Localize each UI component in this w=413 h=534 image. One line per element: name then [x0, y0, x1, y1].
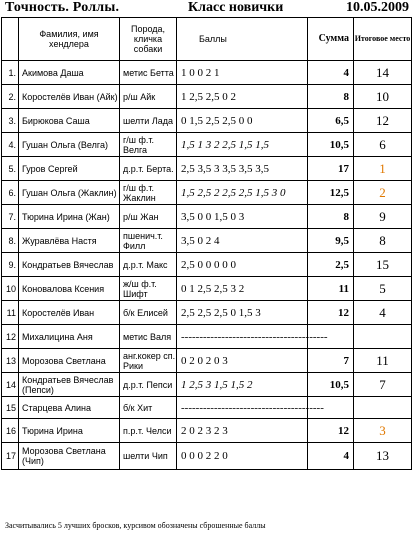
dog-breed-name: г/ш ф.т. Жаклин [120, 181, 177, 205]
dog-breed-name: пшенич.т. Филл [120, 229, 177, 253]
handler-name: Бирюкова Саша [19, 109, 120, 133]
handler-name: Коростелёв Иван [19, 301, 120, 325]
sum-cell: 17 [308, 157, 354, 181]
scores-cell: 2,5 2,5 2,5 0 1,5 3 [177, 301, 308, 325]
dog-breed-name: ж/ш ф.т. Шифт [120, 277, 177, 301]
scores-cell: 1 2,5 3 1,5 1,5 2 [177, 373, 308, 397]
table-row [2, 397, 412, 419]
sum-cell: 12 [308, 301, 354, 325]
scores-cell: 2,5 3,5 3 3,5 3,5 3,5 [177, 157, 308, 181]
place-cell: 5 [354, 277, 412, 301]
scores-cell: --------------------------------------- [177, 397, 308, 419]
sheet-title: Точность. Роллы. [5, 0, 120, 15]
sum-cell: 12,5 [308, 181, 354, 205]
dog-breed-name: г/ш ф.т. Велга [120, 133, 177, 157]
table-row [2, 109, 412, 133]
table-row [2, 325, 412, 349]
handler-name: Морозова Светлана [19, 349, 120, 373]
row-number: 16 [2, 419, 19, 443]
table-row [2, 229, 412, 253]
sum-cell: 6,5 [308, 109, 354, 133]
col-sum-header: Сумма [308, 18, 354, 61]
place-cell: 3 [354, 419, 412, 443]
row-number: 15 [2, 397, 19, 419]
table-row [2, 443, 412, 470]
scores-cell: 2,5 0 0 0 0 0 [177, 253, 308, 277]
place-cell: 10 [354, 85, 412, 109]
place-cell: 12 [354, 109, 412, 133]
table-row [2, 253, 412, 277]
handler-name: Тюрина Ирина [19, 419, 120, 443]
scores-cell: ---------------------------------------- [177, 325, 308, 349]
sheet-date: 10.05.2009 [346, 0, 409, 15]
row-number: 11 [2, 301, 19, 325]
row-number: 1. [2, 61, 19, 85]
table-row [2, 373, 412, 397]
dog-breed-name: б/к Елисей [120, 301, 177, 325]
place-cell: 4 [354, 301, 412, 325]
table-row [2, 181, 412, 205]
handler-name: Гушан Ольга (Жаклин) [19, 181, 120, 205]
sum-cell: 7 [308, 349, 354, 373]
dog-breed-name: д.р.т. Макс [120, 253, 177, 277]
dog-breed-name: шелти Лада [120, 109, 177, 133]
handler-name: Гуров Сергей [19, 157, 120, 181]
place-cell: 6 [354, 133, 412, 157]
handler-name: Тюрина Ирина (Жан) [19, 205, 120, 229]
scores-cell: 1,5 1 3 2 2,5 1,5 1,5 [177, 133, 308, 157]
place-cell [354, 325, 412, 349]
dog-breed-name: метис Бетта [120, 61, 177, 85]
row-number: 6. [2, 181, 19, 205]
sum-cell: 10,5 [308, 373, 354, 397]
row-number: 3. [2, 109, 19, 133]
footer-note: Засчитывались 5 лучших бросков, курсивом обозначены сброшенные баллы [5, 521, 266, 530]
row-number: 4. [2, 133, 19, 157]
dog-breed-name: д.р.т. Пепси [120, 373, 177, 397]
place-cell: 7 [354, 373, 412, 397]
sum-cell: 11 [308, 277, 354, 301]
scores-cell: 0 1,5 2,5 2,5 0 0 [177, 109, 308, 133]
sum-cell: 10,5 [308, 133, 354, 157]
sum-cell: 2,5 [308, 253, 354, 277]
sum-cell: 8 [308, 205, 354, 229]
scores-cell: 0 2 0 2 0 3 [177, 349, 308, 373]
scores-cell: 1,5 2,5 2 2,5 2,5 1,5 3 0 [177, 181, 308, 205]
table-row [2, 61, 412, 85]
dog-breed-name: б/к Хит [120, 397, 177, 419]
place-cell: 11 [354, 349, 412, 373]
place-cell: 2 [354, 181, 412, 205]
scores-cell: 2 0 2 3 2 3 [177, 419, 308, 443]
scores-cell: 3,5 0 2 4 [177, 229, 308, 253]
handler-name: Михалицина Аня [19, 325, 120, 349]
place-cell: 1 [354, 157, 412, 181]
place-cell: 13 [354, 443, 412, 470]
dog-breed-name: р/ш Жан [120, 205, 177, 229]
table-header-row [2, 18, 412, 61]
results-table [1, 17, 412, 470]
table-row [2, 419, 412, 443]
handler-name: Морозова Светлана (Чип) [19, 443, 120, 470]
table-row [2, 157, 412, 181]
place-cell: 15 [354, 253, 412, 277]
handler-name: Кондратьев Вячеслав (Пепси) [19, 373, 120, 397]
table-row [2, 133, 412, 157]
scores-cell: 1 2,5 2,5 0 2 [177, 85, 308, 109]
sum-cell: 8 [308, 85, 354, 109]
handler-name: Гушан Ольга (Велга) [19, 133, 120, 157]
col-place-header: Итоговое место [354, 18, 412, 61]
scores-cell: 3,5 0 0 1,5 0 3 [177, 205, 308, 229]
handler-name: Коновалова Ксения [19, 277, 120, 301]
handler-name: Кондратьев Вячеслав [19, 253, 120, 277]
place-cell: 14 [354, 61, 412, 85]
dog-breed-name: анг.кокер сп. Рики [120, 349, 177, 373]
sum-cell: 9,5 [308, 229, 354, 253]
dog-breed-name: р/ш Айк [120, 85, 177, 109]
row-number: 2. [2, 85, 19, 109]
sum-cell: 12 [308, 419, 354, 443]
sheet-header [0, 0, 413, 17]
col-dog-header: Порода, кличка собаки [120, 18, 177, 61]
dog-breed-name: метис Валя [120, 325, 177, 349]
table-row [2, 301, 412, 325]
table-row [2, 277, 412, 301]
dog-breed-name: д.р.т. Берта. [120, 157, 177, 181]
handler-name: Коростелёв Иван (Айк) [19, 85, 120, 109]
scores-cell: 0 1 2,5 2,5 3 2 [177, 277, 308, 301]
handler-name: Акимова Даша [19, 61, 120, 85]
row-number: 9. [2, 253, 19, 277]
row-number: 13 [2, 349, 19, 373]
dog-breed-name: шелти Чип [120, 443, 177, 470]
handler-name: Старцева Алина [19, 397, 120, 419]
col-name-header: Фамилия, имя хендлера [19, 18, 120, 61]
row-number: 12 [2, 325, 19, 349]
col-num-header [2, 18, 19, 61]
table-row [2, 85, 412, 109]
table-row [2, 205, 412, 229]
sum-cell: 4 [308, 443, 354, 470]
row-number: 7. [2, 205, 19, 229]
row-number: 8. [2, 229, 19, 253]
handler-name: Журавлёва Настя [19, 229, 120, 253]
place-cell [354, 397, 412, 419]
row-number: 5. [2, 157, 19, 181]
place-cell: 9 [354, 205, 412, 229]
col-scores-header: Баллы [177, 18, 308, 61]
class-name: Класс новички [188, 0, 284, 15]
dog-breed-name: п.р.т. Челси [120, 419, 177, 443]
row-number: 10 [2, 277, 19, 301]
place-cell: 8 [354, 229, 412, 253]
scores-cell: 0 0 0 2 2 0 [177, 443, 308, 470]
scores-cell: 1 0 0 2 1 [177, 61, 308, 85]
sum-cell: 4 [308, 61, 354, 85]
row-number: 17 [2, 443, 19, 470]
row-number: 14 [2, 373, 19, 397]
table-row [2, 349, 412, 373]
